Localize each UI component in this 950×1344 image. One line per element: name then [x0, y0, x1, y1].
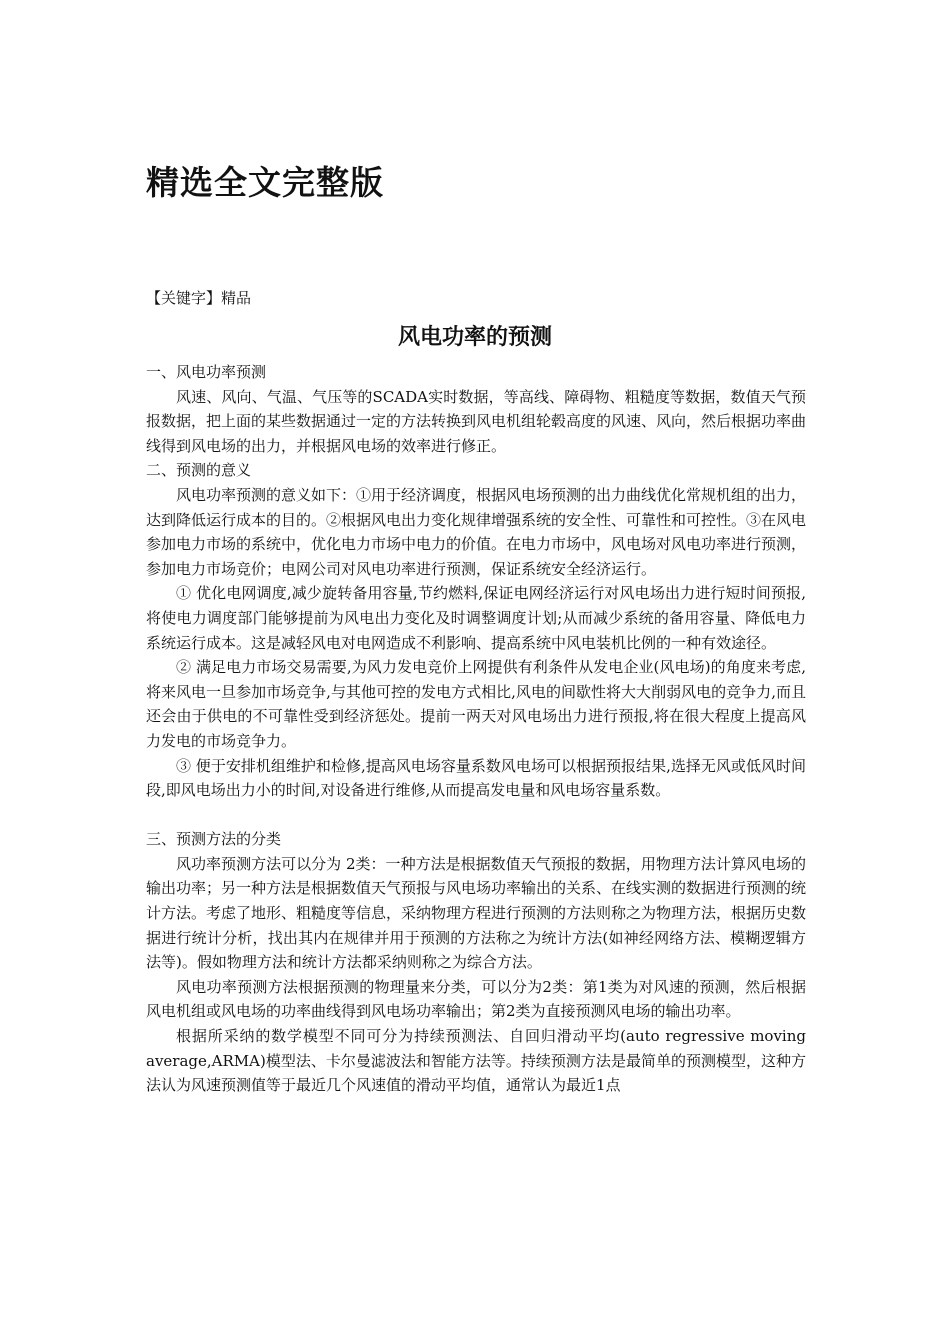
keywords-line: 【关键字】精品: [146, 289, 252, 307]
paragraph: 风电功率预测的意义如下：①用于经济调度，根据风电场预测的出力曲线优化常规机组的出力，达到降低运行成本的目的。②根据风电出力变化规律增强系统的安全性、可靠性和可控性。③在风电参加电力市场的系统中，优化电力市场中电力的价值。在电力市场中，风电场对风电功率进行预测，参加电力市场竞价；电网公司对风电功率进行预测，保证系统安全经济运行。: [146, 485, 807, 578]
paragraph: ② 满足电力市场交易需要,为风力发电竞价上网提供有利条件从发电企业(风电场)的角度来考虑,将来风电一旦参加市场竞争,与其他可控的发电方式相比,风电的间歇性将大大削弱风电的竞争力,而且还会由于供电的不可靠性受到经济惩处。提前一两天对风电场出力进行预报,将在很大程度上提高风力发电的市场竞争力。: [146, 658, 806, 750]
banner-title: 精选全文完整版: [146, 163, 384, 202]
section-heading: 三、预测方法的分类: [146, 830, 282, 849]
blank-line: [146, 803, 806, 828]
paragraph: 风功率预测方法可以分为 2类：一种方法是根据数值天气预报的数据，用物理方法计算风电场的输出功率；另一种方法是根据数值天气预报与风电场功率输出的关系、在线实测的数据进行预测的统计方法。考虑了地形、粗糙度等信息，采纳物理方程进行预测的方法则称之为物理方法，根据历史数据进行统计分析，找出其内在规律并用于预测的方法称之为统计方法(如神经网络方法、模糊逻辑方法等)。假如物理方法和统计方法都采纳则称之为综合方法。: [146, 854, 807, 972]
section-heading: 一、风电功率预测: [146, 363, 267, 381]
document-body: [146, 360, 806, 1098]
paragraph: ① 优化电网调度,减少旋转备用容量,节约燃料,保证电网经济运行对风电场出力进行短时间预报,将使电力调度部门能够提前为风电出力变化及时调整调度计划;从而减少系统的备用容量、降低电力系统运行成本。这是减轻风电对电网造成不利影响、提高系统中风电装机比例的一种有效途径。: [146, 584, 806, 652]
paragraph: 风电功率预测方法根据预测的物理量来分类，可以分为2类：第1类为对风速的预测，然后根据风电机组或风电场的功率曲线得到风电场功率输出；第2类为直接预测风电场的输出功率。: [146, 977, 806, 1021]
paragraph: 风速、风向、气温、气压等的SCADA实时数据，等高线、障碍物、粗糙度等数据，数值天气预报数据，把上面的某些数据通过一定的方法转换到风电机组轮毂高度的风速、风向，然后根据功率曲线得到风电场的出力，并根据风电场的效率进行修正。: [146, 387, 807, 455]
document-title: 风电功率的预测: [397, 325, 552, 350]
section-heading: 二、预测的意义: [146, 461, 252, 480]
paragraph: 根据所采纳的数学模型不同可分为持续预测法、自回归滑动平均(auto regressive moving average,ARMA)模型法、卡尔曼滤波法和智能方法等。持续预测方法是最简单的预测模型，这种方法认为风速预测值等于最近几个风速值的滑动平均值，通常认为最近1点: [146, 1027, 806, 1095]
paragraph: ③ 便于安排机组维护和检修,提高风电场容量系数风电场可以根据预报结果,选择无风或低风时间段,即风电场出力小的时间,对设备进行维修,从而提高发电量和风电场容量系数。: [146, 756, 806, 800]
